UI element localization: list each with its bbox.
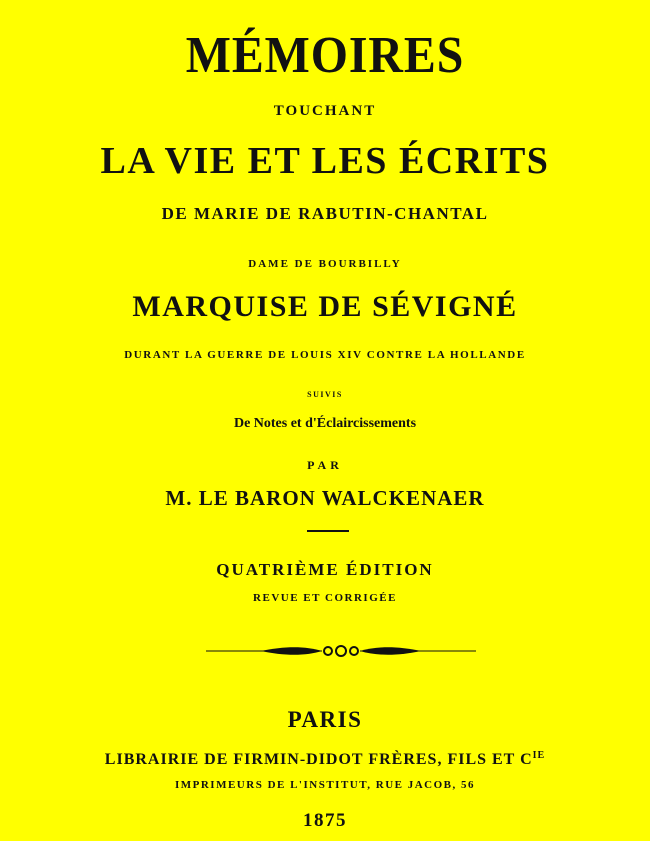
printer-line: IMPRIMEURS DE L'INSTITUT, RUE JACOB, 56 xyxy=(174,779,476,791)
title-connector: TOUCHANT xyxy=(273,103,377,119)
edition-line: QUATRIÈME ÉDITION xyxy=(216,560,434,579)
period-description: DURANT LA GUERRE DE LOUIS XIV CONTRE LA HOLLANDE xyxy=(124,349,526,361)
book-title: MÉMOIRES xyxy=(185,27,465,84)
par-label: PAR xyxy=(307,458,343,472)
author-name: M. LE BARON WALCKENAER xyxy=(165,486,485,510)
book-subject: LA VIE ET LES ÉCRITS xyxy=(100,140,550,182)
publisher-line xyxy=(0,751,650,768)
decorative-ornament-icon xyxy=(206,642,476,660)
publisher-superscript: IE xyxy=(532,750,546,761)
suivis-label: SUIVIS xyxy=(307,390,343,399)
person-title-dame: DAME DE BOURBILLY xyxy=(248,258,402,270)
publication-city: PARIS xyxy=(287,707,363,732)
separator-rule xyxy=(307,530,349,532)
person-name: DE MARIE DE RABUTIN-CHANTAL xyxy=(161,204,489,223)
revision-line: REVUE ET CORRIGÉE xyxy=(253,592,397,604)
person-title-marquise: MARQUISE DE SÉVIGNÉ xyxy=(132,290,518,323)
notes-line: De Notes et d'Éclaircissements xyxy=(233,416,417,431)
publication-year: 1875 xyxy=(303,810,347,831)
publisher-name: LIBRAIRIE DE FIRMIN-DIDOT FRÈRES, FILS ET C xyxy=(104,751,533,768)
